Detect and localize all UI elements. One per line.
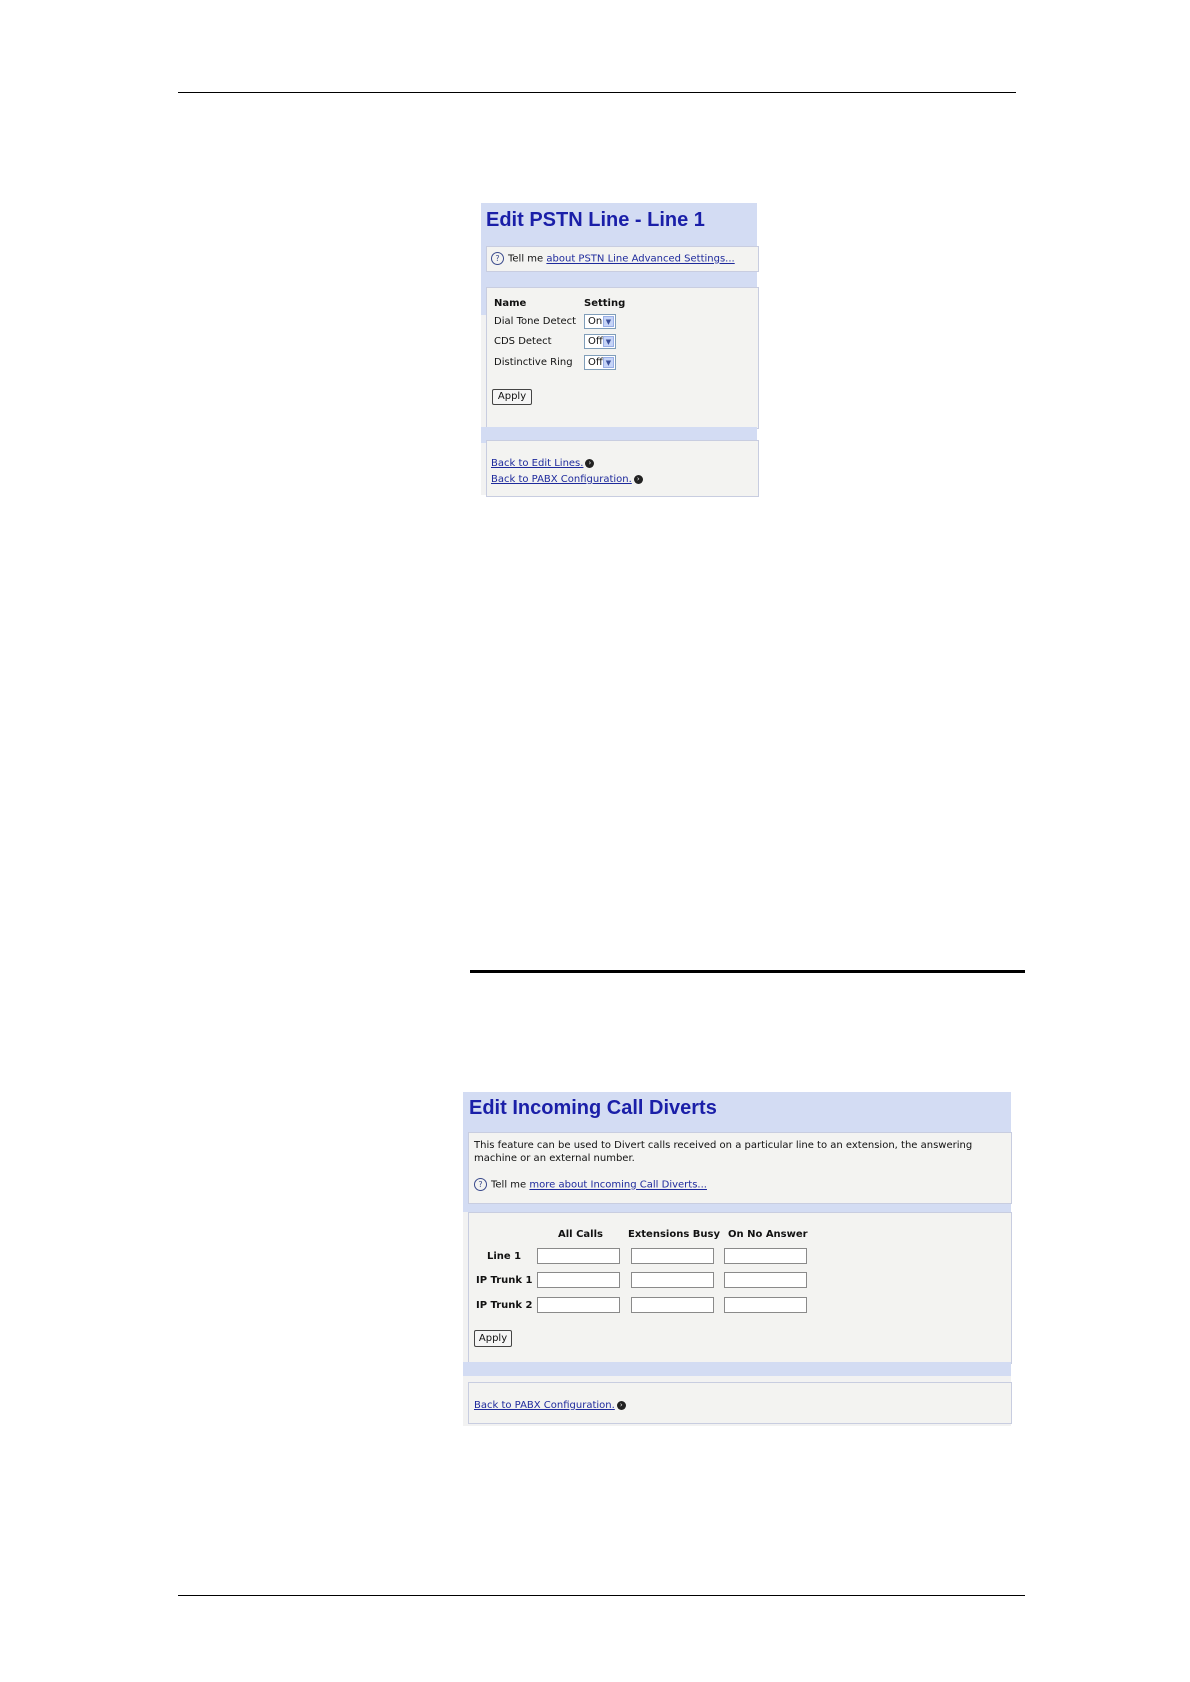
trunk2-all-calls-input[interactable] (537, 1297, 620, 1313)
chevron-down-icon: ▼ (603, 316, 614, 327)
apply-button[interactable]: Apply (492, 389, 532, 405)
col-header: On No Answer (728, 1229, 808, 1240)
row-label: IP Trunk 2 (476, 1300, 533, 1311)
call-diverts-screenshot (463, 1092, 1011, 1426)
top-rule (178, 92, 1016, 93)
bottom-rule (178, 1595, 1025, 1596)
trunk2-busy-input[interactable] (631, 1297, 714, 1313)
description-text: This feature can be used to Divert calls received on a particular line to an extension, the answering machine or an external number. (474, 1140, 973, 1164)
chevron-down-icon: ▼ (603, 357, 614, 368)
setting-row-label: Dial Tone Detect (494, 316, 577, 327)
arrow-right-icon: › (617, 1401, 626, 1410)
row-label: IP Trunk 1 (476, 1275, 533, 1286)
line1-all-calls-input[interactable] (537, 1248, 620, 1264)
trunk1-all-calls-input[interactable] (537, 1272, 620, 1288)
help-link[interactable]: about PSTN Line Advanced Settings... (546, 253, 735, 265)
question-icon: ? (474, 1178, 487, 1191)
line1-busy-input[interactable] (631, 1248, 714, 1264)
back-to-edit-lines-link[interactable]: Back to Edit Lines. (491, 458, 584, 469)
cds-detect-select[interactable]: Off ▼ (584, 334, 616, 349)
question-icon: ? (491, 252, 504, 265)
back-to-pabx-link[interactable]: Back to PABX Configuration. (491, 474, 632, 485)
setting-row-label: CDS Detect (494, 336, 552, 347)
col-name-header: Name (494, 298, 527, 309)
apply-button[interactable]: Apply (474, 1330, 512, 1347)
line1-no-answer-input[interactable] (724, 1248, 807, 1264)
help-line (491, 252, 735, 265)
setting-row-label: Distinctive Ring (494, 357, 573, 368)
chevron-down-icon: ▼ (603, 336, 614, 347)
back-pabx-row (474, 1400, 626, 1411)
trunk1-no-answer-input[interactable] (724, 1272, 807, 1288)
row-label: Line 1 (487, 1251, 522, 1262)
help-prefix: Tell me (491, 1179, 527, 1191)
trunk1-busy-input[interactable] (631, 1272, 714, 1288)
page-title: Edit PSTN Line - Line 1 (481, 203, 757, 243)
back-to-pabx-link[interactable]: Back to PABX Configuration. (474, 1400, 615, 1411)
help-link[interactable]: more about Incoming Call Diverts... (529, 1179, 707, 1191)
trunk2-no-answer-input[interactable] (724, 1297, 807, 1313)
back-pabx-row (491, 474, 643, 485)
arrow-right-icon: › (585, 459, 594, 468)
help-prefix: Tell me (508, 253, 544, 265)
pstn-line-screenshot (481, 203, 757, 495)
page-title: Edit Incoming Call Diverts (463, 1092, 1011, 1132)
arrow-right-icon: › (634, 475, 643, 484)
back-edit-lines-row (491, 458, 594, 469)
dial-tone-select[interactable]: On ▼ (584, 314, 616, 329)
col-header: All Calls (558, 1229, 603, 1240)
col-setting-header: Setting (584, 298, 626, 309)
help-line (474, 1178, 707, 1191)
col-header: Extensions Busy (628, 1229, 720, 1240)
section-rule (470, 970, 1025, 973)
distinctive-ring-select[interactable]: Off ▼ (584, 355, 616, 370)
